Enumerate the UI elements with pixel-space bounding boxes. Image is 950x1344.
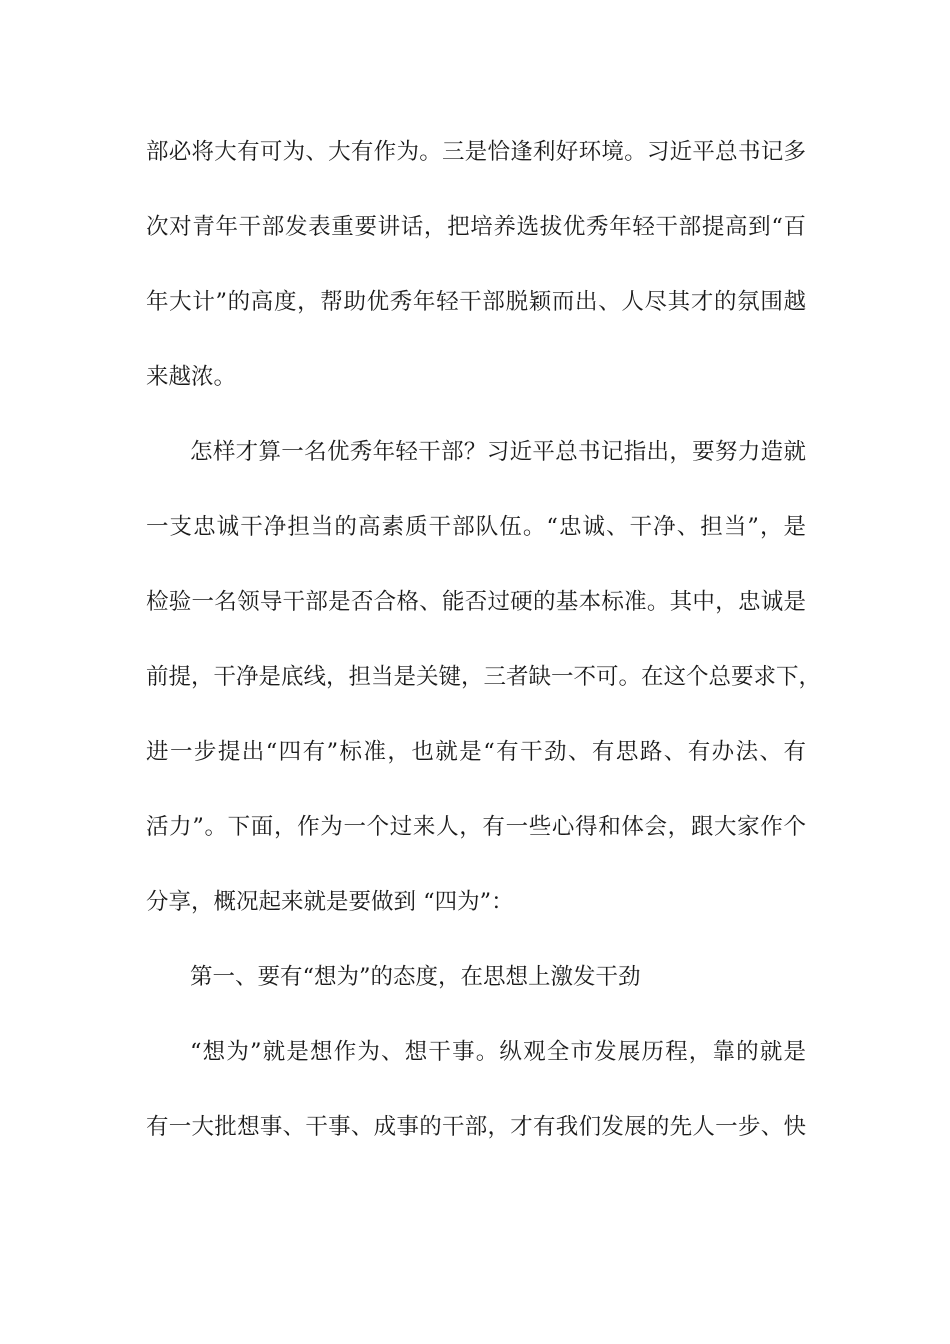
text-line-8: 前提，干净是底线，担当是关键，三者缺一不可。在这个总要求下，	[146, 664, 822, 690]
text-line-7: 检验一名领导干部是否合格、能否过硬的基本标准。其中，忠诚是	[146, 589, 806, 615]
text-line-1: 部必将大有可为、大有作为。三是恰逢利好环境。习近平总书记多	[146, 139, 806, 165]
text-line-9: 进一步提出“四有”标准，也就是“有干劲、有思路、有办法、有	[146, 739, 806, 765]
text-line-5: 怎样才算一名优秀年轻干部？习近平总书记指出，要努力造就	[190, 439, 806, 465]
text-line-11: 分享，概况起来就是要做到 “四为”：	[146, 889, 514, 915]
text-line-3: 年大计”的高度，帮助优秀年轻干部脱颖而出、人尽其才的氛围越	[146, 289, 806, 315]
text-line-6: 一支忠诚干净担当的高素质干部队伍。“忠诚、干净、担当”，是	[146, 514, 806, 540]
text-line-4: 来越浓。	[146, 364, 237, 390]
text-line-13: “想为”就是想作为、想干事。纵观全市发展历程，靠的就是	[190, 1039, 806, 1065]
text-line-14: 有一大批想事、干事、成事的干部，才有我们发展的先人一步、快	[146, 1114, 806, 1140]
text-line-2: 次对青年干部发表重要讲话，把培养选拔优秀年轻干部提高到“百	[146, 214, 806, 240]
section-heading: 第一、要有“想为”的态度，在思想上激发干劲	[190, 964, 641, 990]
text-line-10: 活力”。下面，作为一个过来人，有一些心得和体会，跟大家作个	[146, 814, 806, 840]
